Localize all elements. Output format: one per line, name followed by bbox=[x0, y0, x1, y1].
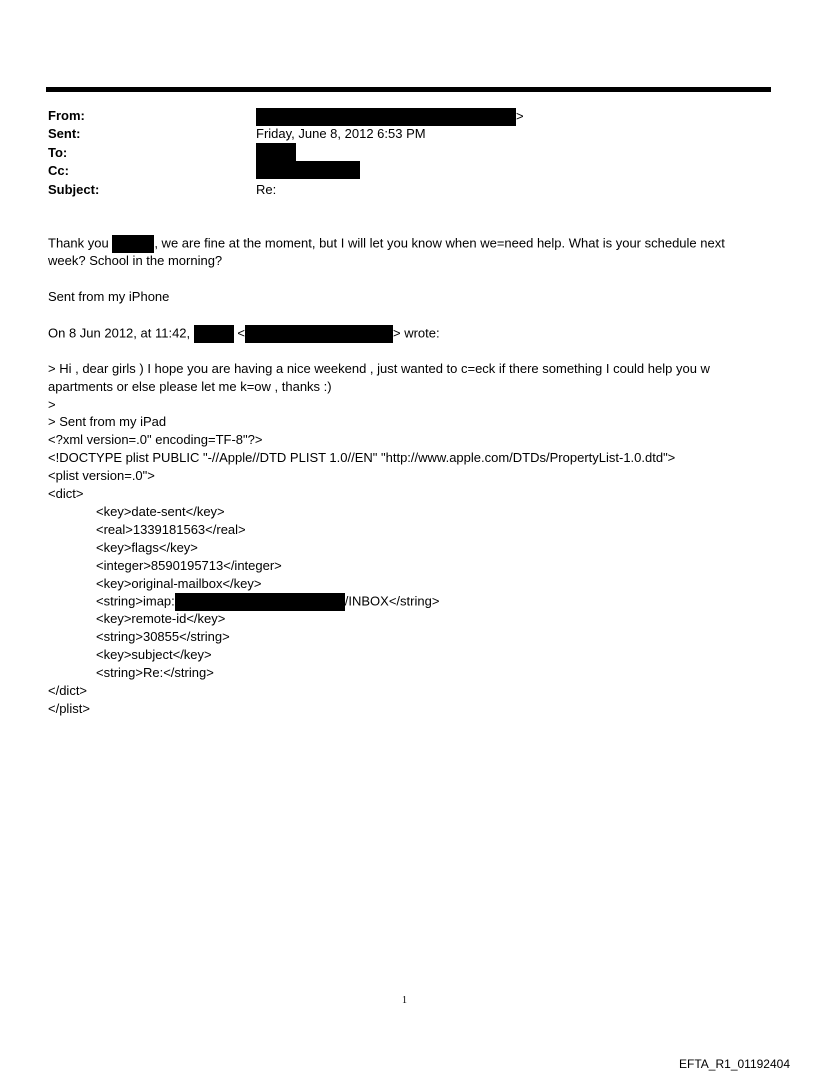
sent-value: Friday, June 8, 2012 6:53 PM bbox=[256, 126, 426, 141]
quote-line: apartments or else please let me k=ow , thanks :) bbox=[48, 379, 332, 394]
cc-value bbox=[256, 161, 360, 179]
body-text: < bbox=[233, 325, 245, 341]
xml-line: <!DOCTYPE plist PUBLIC "-//Apple//DTD PLIST 1.0//EN" "http://www.apple.com/DTDs/PropertyList-1.0.dtd"> bbox=[48, 450, 676, 465]
xml-line: <?xml version=.0" encoding=TF-8"?> bbox=[48, 432, 263, 447]
redaction-box bbox=[256, 108, 516, 126]
body-text: <string>imap: bbox=[96, 593, 175, 609]
xml-line: <string>Re:</string> bbox=[96, 665, 214, 680]
body-text: > wrote: bbox=[392, 325, 440, 341]
cc-label: Cc: bbox=[48, 163, 69, 178]
xml-line bbox=[48, 593, 439, 611]
to-label: To: bbox=[48, 145, 68, 160]
body-text: On 8 Jun 2012, at 11:42, bbox=[48, 325, 194, 341]
xml-line: <string>30855</string> bbox=[96, 629, 230, 644]
redaction-box bbox=[256, 161, 360, 179]
xml-line: <key>remote-id</key> bbox=[96, 611, 226, 626]
page-number: 1 bbox=[402, 995, 407, 1006]
xml-line: </dict> bbox=[48, 683, 88, 698]
subject-label: Subject: bbox=[48, 182, 100, 197]
quote-line: > Sent from my iPad bbox=[48, 414, 167, 429]
quote-line: > bbox=[48, 397, 56, 412]
to-value bbox=[256, 143, 296, 162]
from-label: From: bbox=[48, 108, 85, 123]
quote-line: > Hi , dear girls ) I hope you are having a nice weekend , just wanted to c=eck if there something I could help you w bbox=[48, 361, 710, 376]
body-text: Thank you bbox=[48, 235, 113, 251]
quote-intro bbox=[48, 325, 440, 343]
xml-line: <key>original-mailbox</key> bbox=[96, 576, 262, 591]
header-rule bbox=[46, 87, 771, 92]
redaction-box bbox=[175, 593, 345, 611]
xml-line: <key>date-sent</key> bbox=[96, 504, 225, 519]
xml-line: <plist version=.0"> bbox=[48, 468, 155, 483]
xml-line: <dict> bbox=[48, 486, 84, 501]
signature: Sent from my iPhone bbox=[48, 289, 170, 304]
xml-line: <key>flags</key> bbox=[96, 540, 198, 555]
xml-line: <key>subject</key> bbox=[96, 647, 212, 662]
redaction-box bbox=[245, 325, 393, 343]
from-suffix: > bbox=[516, 108, 524, 124]
subject-value: Re: bbox=[256, 182, 277, 197]
body-text: /INBOX</string> bbox=[344, 593, 440, 609]
redaction-box bbox=[256, 143, 296, 162]
redaction-box bbox=[112, 235, 154, 253]
redaction-box bbox=[194, 325, 234, 343]
xml-line: </plist> bbox=[48, 701, 90, 716]
xml-line: <integer>8590195713</integer> bbox=[96, 558, 282, 573]
body-line bbox=[48, 235, 725, 253]
from-value bbox=[256, 108, 524, 126]
document-id: EFTA_R1_01192404 bbox=[679, 1057, 790, 1071]
sent-label: Sent: bbox=[48, 126, 81, 141]
xml-line: <real>1339181563</real> bbox=[96, 522, 246, 537]
body-text: , we are fine at the moment, but I will let you know when we=need help. What is your schedule next bbox=[154, 235, 725, 251]
body-line: week? School in the morning? bbox=[48, 253, 223, 268]
